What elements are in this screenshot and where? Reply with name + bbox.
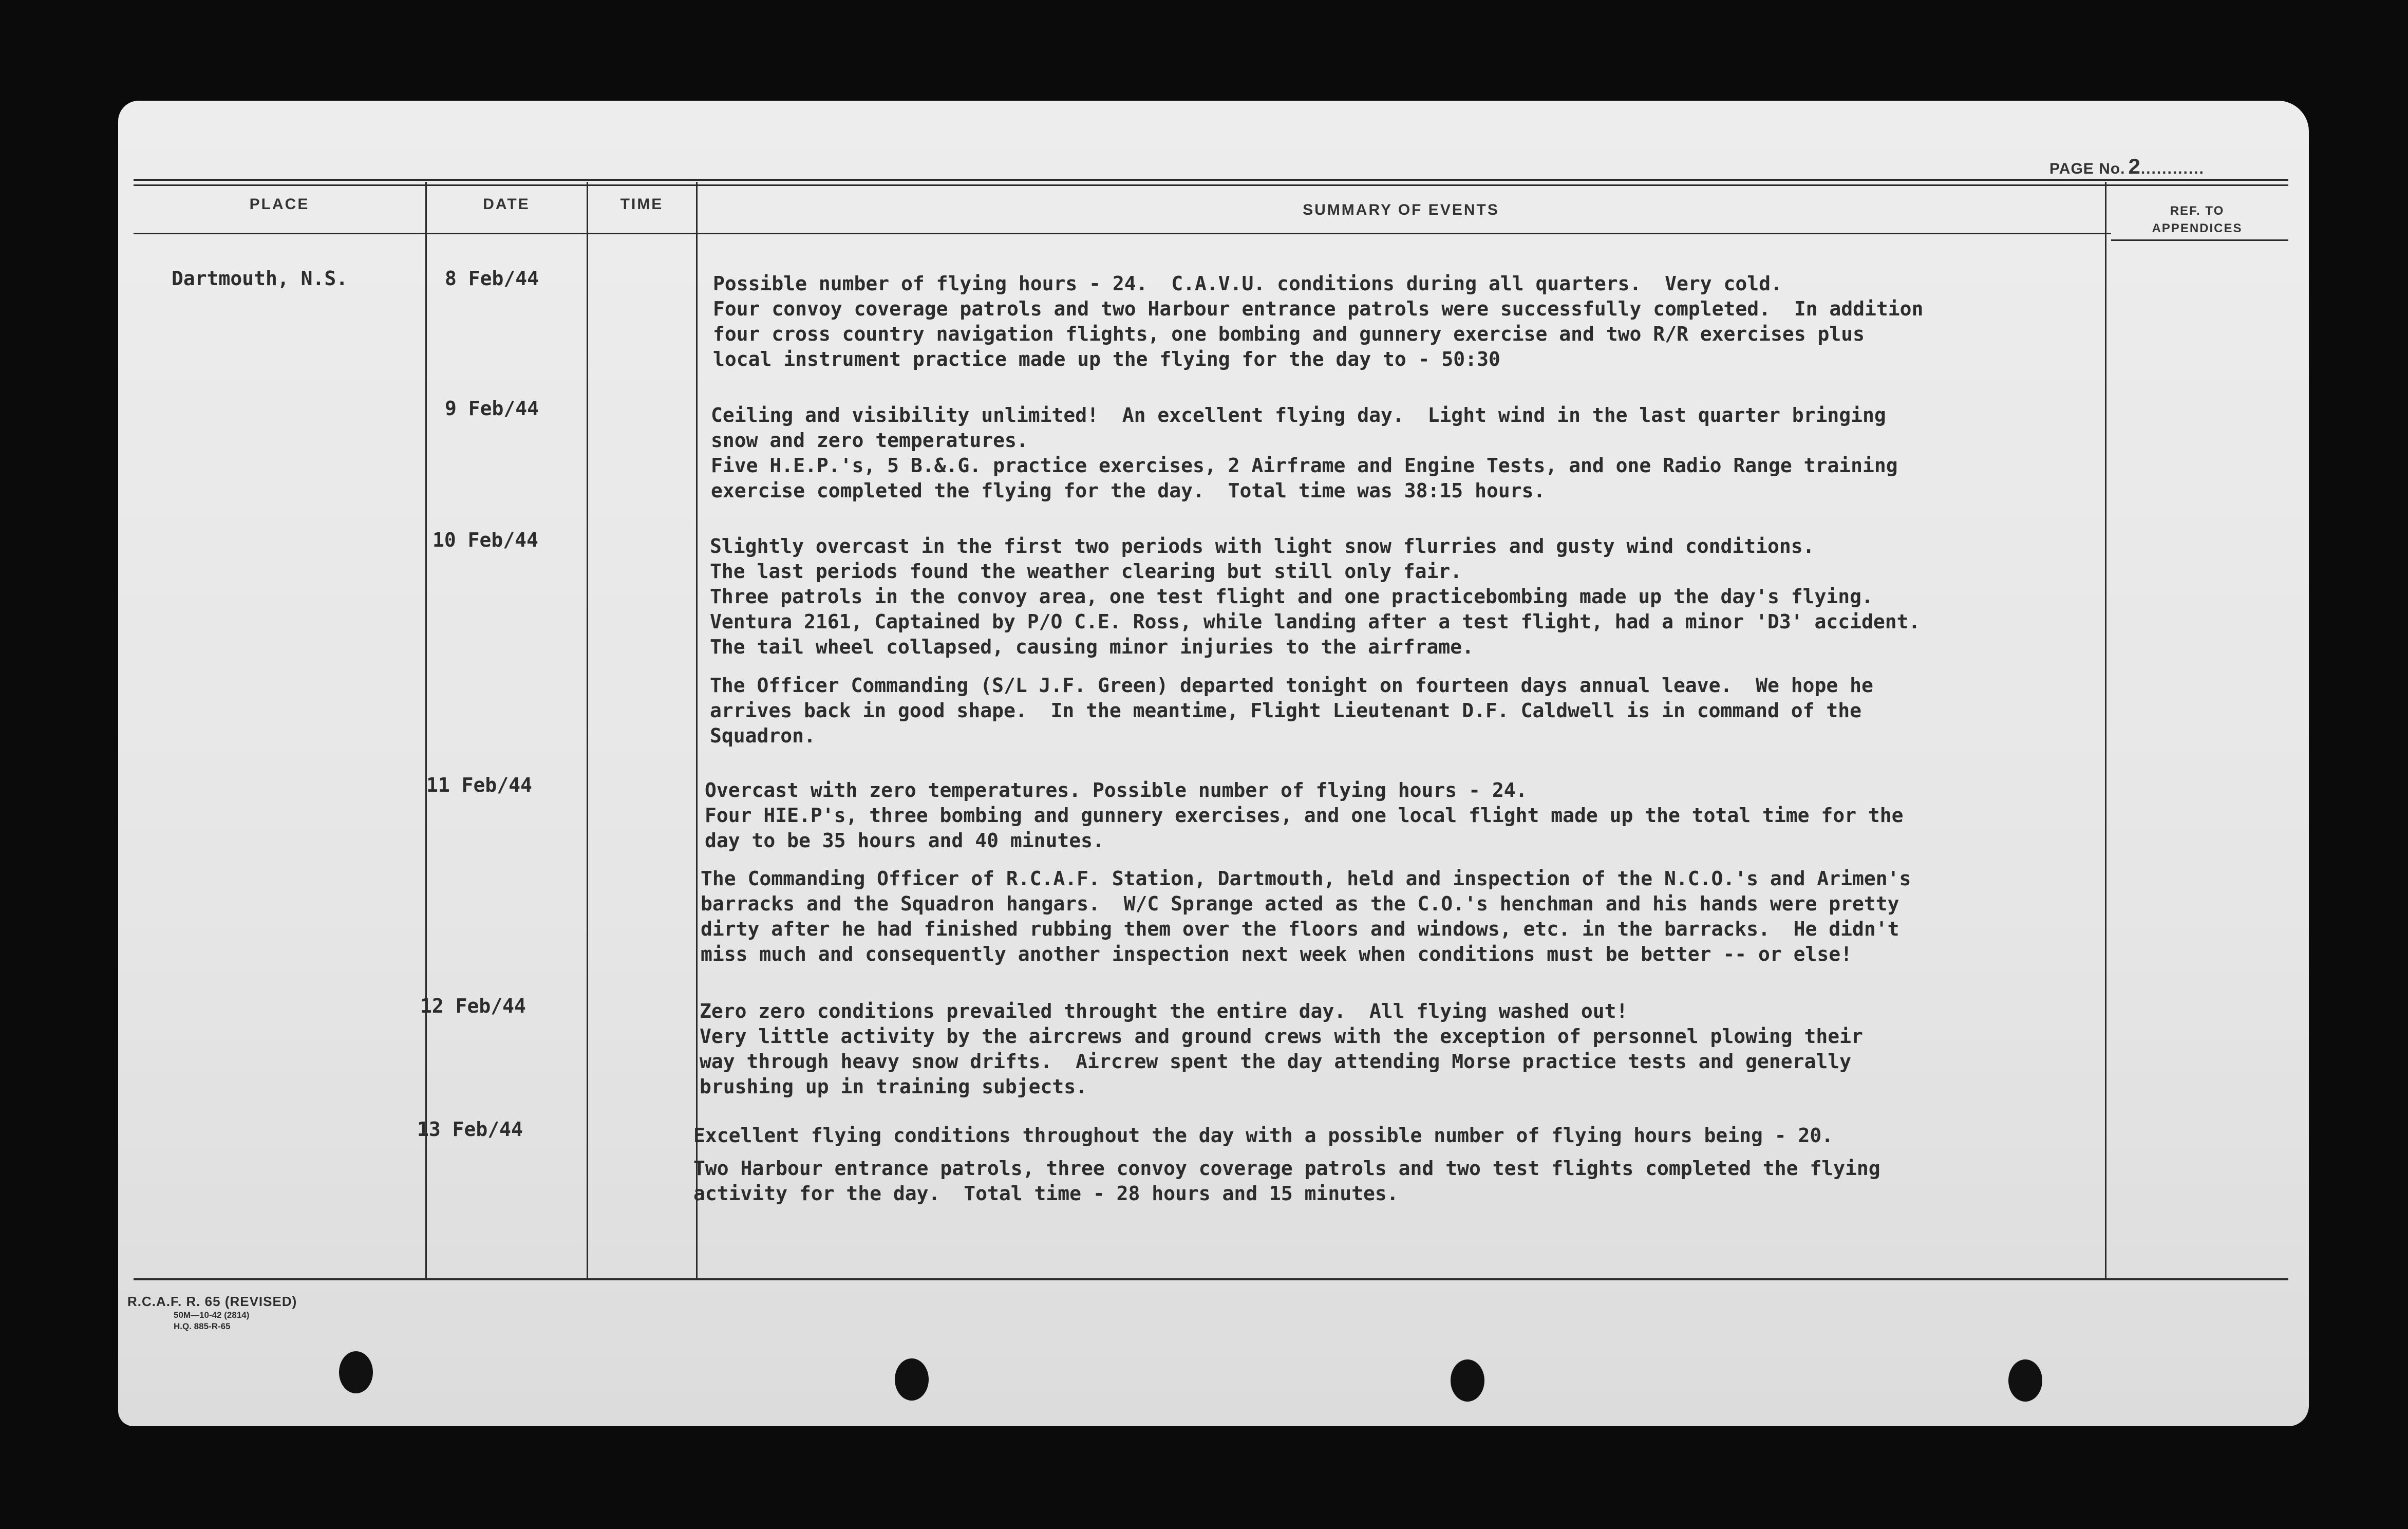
column-header-time: TIME (620, 196, 664, 213)
summary-line: brushing up in training subjects. (700, 1075, 1087, 1098)
column-header-date: DATE (483, 196, 530, 213)
summary-line: The last periods found the weather clearing but still only fair. (710, 560, 1462, 583)
summary-line: Four HIE.P's, three bombing and gunnery exercises, and one local flight made up the total time for the (705, 804, 1904, 827)
punch-hole (1451, 1359, 1484, 1402)
summary-line: The Officer Commanding (S/L J.F. Green) departed tonight on fourteen days annual leave. We hope he (710, 674, 1873, 697)
summary-line: barracks and the Squadron hangars. W/C Sprange acted as the C.O.'s henchman and his hands were pretty (701, 892, 1899, 915)
form-code-sub1: 50M—10-42 (2814) (174, 1310, 250, 1320)
summary-line: exercise completed the flying for the day. Total time was 38:15 hours. (711, 479, 1546, 502)
summary-line: Possible number of flying hours - 24. C.A.V.U. conditions during all quarters. Very cold. (713, 272, 1782, 295)
summary-line: dirty after he had finished rubbing them over the floors and windows, etc. in the barracks. He didn't (701, 918, 1899, 940)
form-code-sub2: H.Q. 885-R-65 (174, 1321, 231, 1331)
time-summary-divider (696, 182, 698, 1280)
punch-hole (339, 1351, 373, 1393)
summary-line: snow and zero temperatures. (711, 429, 1028, 452)
summary-line: Overcast with zero temperatures. Possible number of flying hours - 24. (705, 779, 1528, 801)
entry-date: 9 Feb/44 (445, 397, 539, 420)
ref-header-line1: REF. TO (2170, 204, 2225, 218)
ref-header-bottom-rule (2111, 239, 2288, 241)
entry-summary (705, 778, 1904, 853)
form-code (127, 1294, 297, 1332)
column-header-summary: SUMMARY OF EVENTS (1303, 201, 1499, 218)
place-cell: Dartmouth, N.S. (172, 267, 348, 290)
summary-line: day to be 35 hours and 40 minutes. (705, 829, 1104, 852)
table-bottom-rule (134, 1278, 2288, 1280)
page-number-value: 2 (2128, 154, 2141, 178)
header-top-rule-2 (134, 184, 2288, 186)
summary-ref-divider (2105, 182, 2106, 1280)
entry-summary (713, 271, 1923, 372)
page-number (2049, 154, 2205, 179)
summary-line: Squadron. (710, 724, 816, 747)
place-date-divider (425, 182, 427, 1280)
summary-line: Ceiling and visibility unlimited! An excellent flying day. Light wind in the last quarter bringing (711, 404, 1886, 426)
entry-date: 8 Feb/44 (445, 267, 539, 290)
summary-line: Slightly overcast in the first two periods with light snow flurries and gusty wind conditions. (710, 535, 1815, 557)
page-number-label: PAGE No. (2049, 160, 2125, 177)
summary-line: Three patrols in the convoy area, one test flight and one practicebombing made up the day's flying. (710, 585, 1873, 608)
entry-date: 13 Feb/44 (417, 1118, 523, 1141)
entry-summary (710, 673, 1873, 749)
ref-header-line2: APPENDICES (2152, 221, 2243, 235)
entry-summary (711, 403, 1898, 504)
punch-hole (895, 1358, 929, 1401)
entry-date: 11 Feb/44 (426, 774, 532, 796)
date-time-divider (587, 182, 588, 1280)
diary-page (118, 101, 2309, 1426)
summary-line: arrives back in good shape. In the meantime, Flight Lieutenant D.F. Caldwell is in command of the (710, 699, 1862, 722)
summary-line: Two Harbour entrance patrols, three convoy coverage patrols and two test flights completed the flying (693, 1157, 1880, 1180)
summary-line: Excellent flying conditions throughout the day with a possible number of flying hours being - 20. (693, 1124, 1834, 1147)
summary-line: Ventura 2161, Captained by P/O C.E. Ross, while landing after a test flight, had a minor 'D3' accident. (710, 610, 1921, 633)
entry-summary (700, 999, 1863, 1099)
column-header-place: PLACE (249, 196, 310, 213)
header-bottom-rule (134, 233, 2111, 234)
entry-summary (693, 1156, 1880, 1206)
summary-line: Four convoy coverage patrols and two Harbour entrance patrols were successfully completed. In addition (713, 297, 1924, 320)
summary-line: Zero zero conditions prevailed throught the entire day. All flying washed out! (700, 1000, 1628, 1022)
summary-line: Five H.E.P.'s, 5 B.&.G. practice exercises, 2 Airframe and Engine Tests, and one Radio Range training (711, 454, 1898, 477)
page-number-dots: ............ (2140, 160, 2205, 177)
summary-line: Very little activity by the aircrews and ground crews with the exception of personnel plowing their (700, 1025, 1863, 1048)
summary-line: activity for the day. Total time - 28 hours and 15 minutes. (693, 1182, 1399, 1205)
entry-summary (710, 534, 1920, 660)
summary-line: way through heavy snow drifts. Aircrew spent the day attending Morse practice tests and generally (700, 1050, 1852, 1073)
punch-hole (2008, 1359, 2042, 1402)
entry-date: 12 Feb/44 (420, 995, 526, 1017)
form-code-main: R.C.A.F. R. 65 (REVISED) (127, 1294, 297, 1309)
summary-line: four cross country navigation flights, one bombing and gunnery exercise and two R/R exercises plus (713, 323, 1865, 345)
summary-line: The Commanding Officer of R.C.A.F. Station, Dartmouth, held and inspection of the N.C.O.'s and Arimen's (701, 867, 1911, 890)
header-top-rule (134, 179, 2288, 181)
summary-line: The tail wheel collapsed, causing minor injuries to the airframe. (710, 636, 1474, 658)
summary-line: miss much and consequently another inspection next week when conditions must be better -- or else! (701, 943, 1853, 965)
summary-line: local instrument practice made up the flying for the day to - 50:30 (713, 348, 1500, 370)
entry-summary (701, 866, 1911, 967)
entry-date: 10 Feb/44 (432, 529, 538, 551)
entry-summary (693, 1123, 1833, 1148)
column-header-ref (2106, 202, 2288, 237)
